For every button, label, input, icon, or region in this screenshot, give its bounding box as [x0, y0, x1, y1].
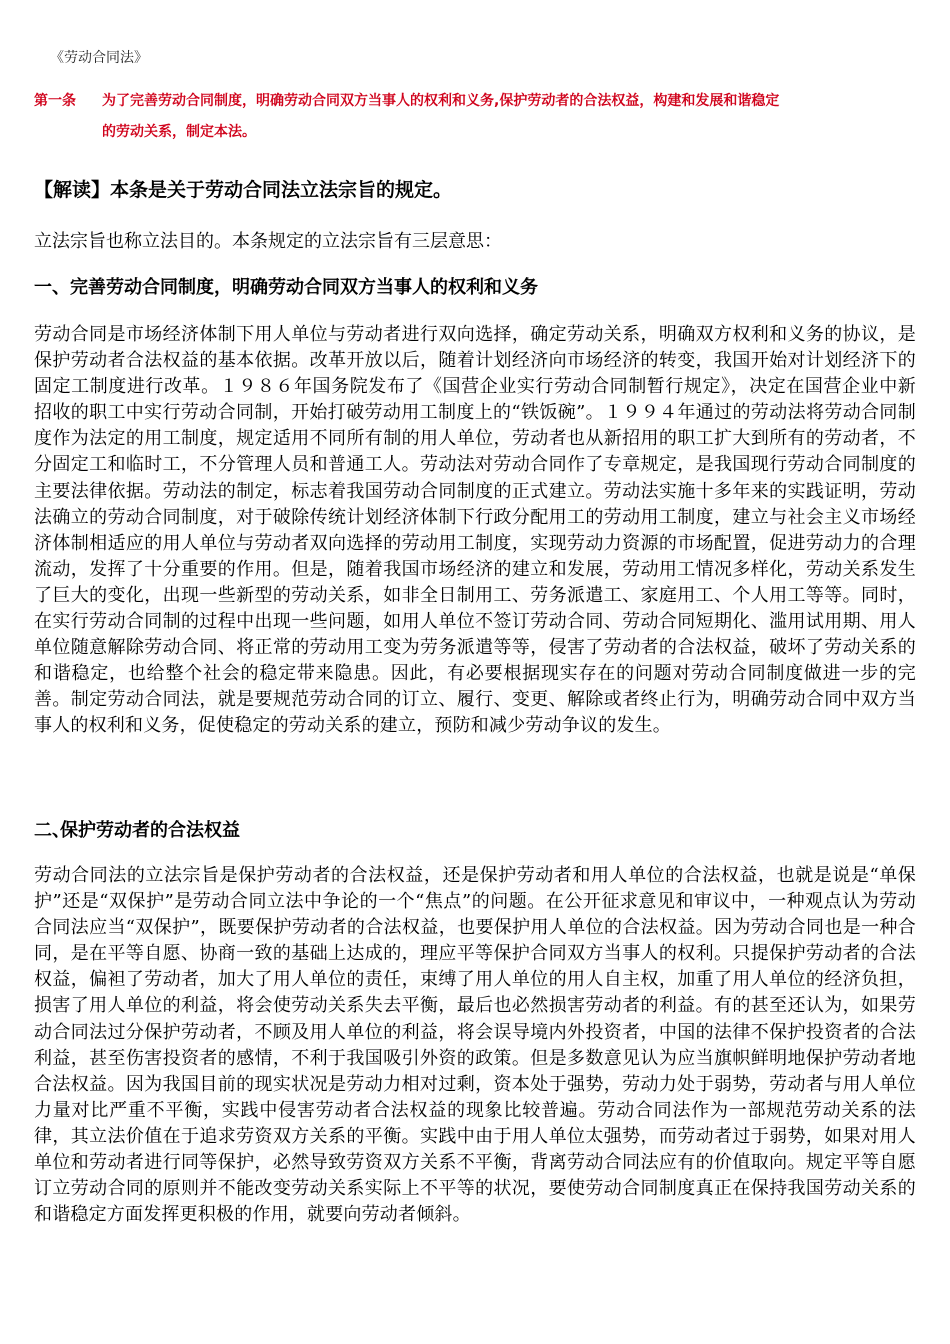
section-heading-2-number: 二、 — [34, 820, 70, 841]
article-text-1: 为了完善劳动合同制度，明确劳动合同双方当事人的权利和义务,保护劳动者的合法权益，构建和发展和谐稳定 — [102, 93, 780, 109]
document-title: 《劳动合同法》 — [50, 50, 148, 66]
section-heading-2-text: 保护劳动者的合法权益 — [60, 820, 240, 841]
interpretation-heading: 【解读】本条是关于劳动合同法立法宗旨的规定。 — [34, 179, 453, 201]
section-paragraph-2: 劳动合同法的立法宗旨是保护劳动者的合法权益，还是保护劳动者和用人单位的合法权益，也就是说是“单保护”还是“双保护”是劳动合同立法中争论的一个“焦点”的问题。在公开征求意见和审议中，一种观点认为劳动合同法应当“双保护”，既要保护劳动者的合法权益，也要保护用人单位的合法权益。因为劳动合同也是一种合同，是在平等自愿、协商一致的基础上达成的，理应平等保护合同双方当事人的权利。只提保护劳动者的合法权益，偏袒了劳动者，加大了用人单位的责任，束缚了用人单位的用人自主权，加重了用人单位的经济负担，损害了用人单位的利益，将会使劳动关系失去平衡，最后也必然损害劳动者的利益。有的甚至还认为，如果劳动合同法过分保护劳动者，不顾及用人单位的利益，将会误导境内外投资者，中国的法律不保护投资者的合法利益，甚至伤害投资者的感情，不利于我国吸引外资的政策。但是多数意见认为应当旗帜鲜明地保护劳动者地合法权益。因为我国目前的现实状况是劳动力相对过剩，资本处于强势，劳动力处于弱势，劳动者与用人单位力量对比严重不平衡，实践中侵害劳动者合法权益的现象比较普遍。劳动合同法作为一部规范劳动关系的法律，其立法价值在于追求劳资双方关系的平衡。实践中由于用人单位太强势，而劳动者过于弱势，如果对用人单位和劳动者进行同等保护，必然导致劳资双方关系不平衡，背离劳动合同法应有的价值取向。规定平等自愿订立劳动合同的原则并不能改变劳动关系实际上不平等的状况，要使劳动合同制度真正在保持我国劳动关系的和谐稳定方面发挥更积极的作用，就要向劳动者倾斜。 — [34, 865, 916, 1226]
article-number: 第一条 — [34, 93, 76, 109]
article-line-1 — [34, 86, 929, 117]
section-paragraph-1: 劳动合同是市场经济体制下用人单位与劳动者进行双向选择，确定劳动关系，明确双方权利和义务的协议，是保护劳动者合法权益的基本依据。改革开放以后，随着计划经济向市场经济的转变，我国开始对计划经济下的固定工制度进行改革。１９８６年国务院发布了《国营企业实行劳动合同制暂行规定》，决定在国营企业中新招收的职工中实行劳动合同制，开始打破劳动用工制度上的“铁饭碗”。１９９４年通过的劳动法将劳动合同制度作为法定的用工制度，规定适用不同所有制的用人单位，劳动者也从新招用的职工扩大到所有的劳动者，不分固定工和临时工，不分管理人员和普通工人。劳动法对劳动合同作了专章规定，是我国现行劳动合同制度的主要法律依据。劳动法的制定，标志着我国劳动合同制度的正式建立。劳动法实施十多年来的实践证明，劳动法确立的劳动合同制度，对于破除传统计划经济体制下行政分配用工的劳动用工制度，建立与社会主义市场经济体制相适应的用人单位与劳动者双向选择的劳动用工制度，实现劳动力资源的市场配置，促进劳动力的合理流动，发挥了十分重要的作用。但是，随着我国市场经济的建立和发展，劳动用工情况多样化，劳动关系发生了巨大的变化，出现一些新型的劳动关系，如非全日制用工、劳务派遣工、家庭用工、个人用工等等。同时，在实行劳动合同制的过程中出现一些问题，如用人单位不签订劳动合同、劳动合同短期化、滥用试用期、用人单位随意解除劳动合同、将正常的劳动用工变为劳务派遣等等，侵害了劳动者的合法权益，破坏了劳动关系的和谐稳定，也给整个社会的稳定带来隐患。因此，有必要根据现实存在的问题对劳动合同制度做进一步的完善。制定劳动合同法，就是要规范劳动合同的订立、履行、变更、解除或者终止行为，明确劳动合同中双方当事人的权利和义务，促使稳定的劳动关系的建立，预防和减少劳动争议的发生。 — [34, 324, 916, 737]
intro-text: 立法宗旨也称立法目的。本条规定的立法宗旨有三层意思： — [34, 231, 502, 252]
article-one — [34, 86, 929, 148]
section-heading-1: 一、完善劳动合同制度，明确劳动合同双方当事人的权利和义务 — [34, 277, 538, 298]
article-text-2: 的劳动关系，制定本法。 — [102, 124, 256, 140]
section-heading-2 — [34, 818, 240, 844]
